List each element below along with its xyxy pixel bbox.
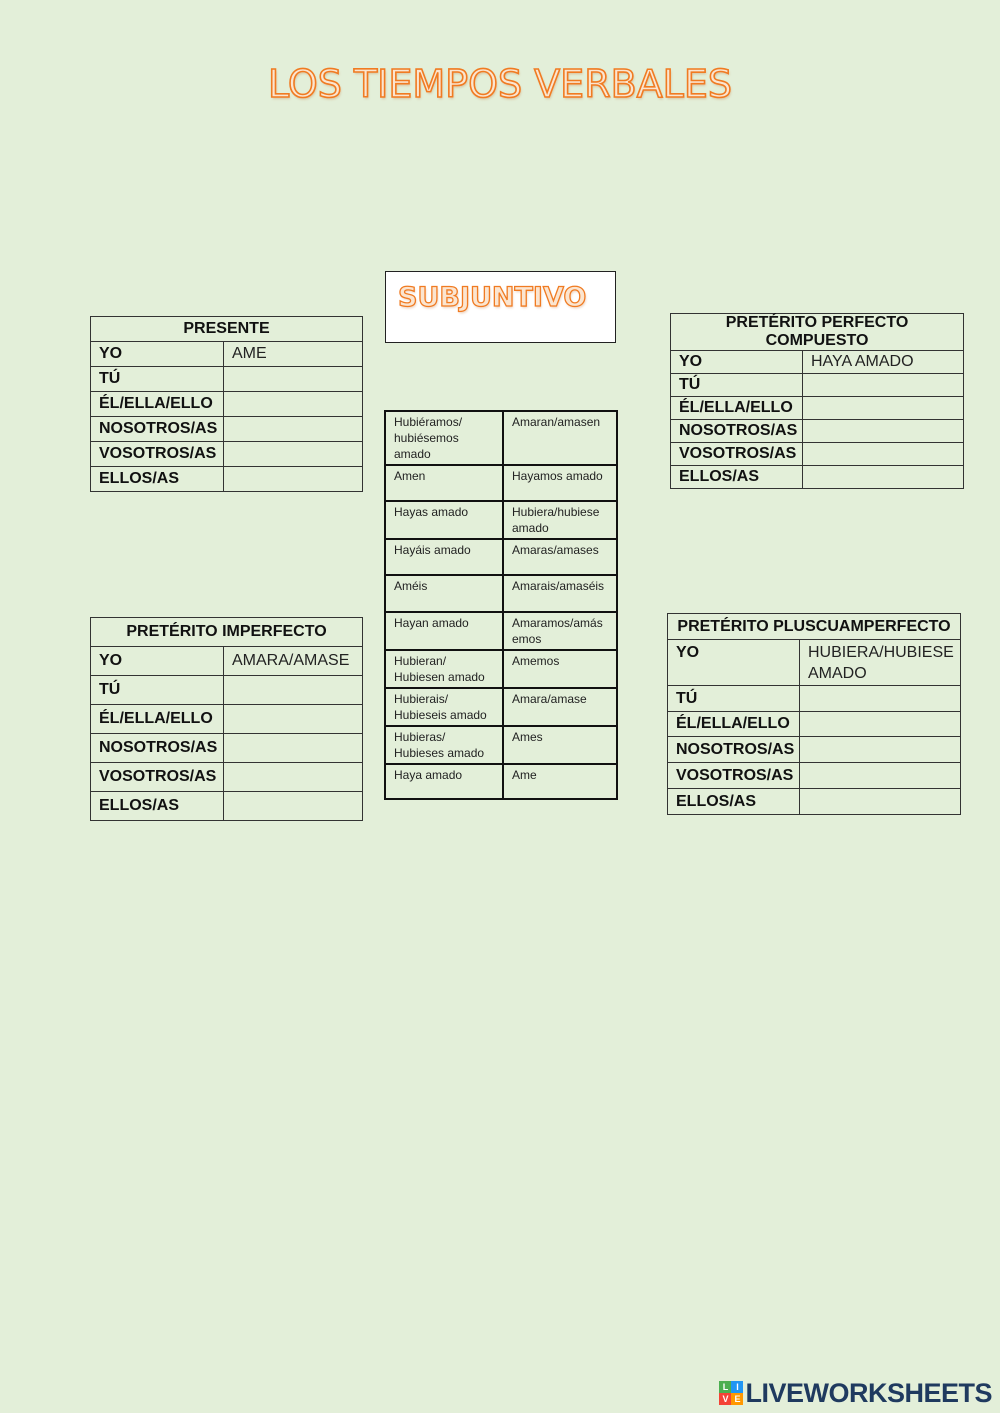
table-row <box>91 367 363 392</box>
table-row <box>671 443 964 466</box>
table-header: PRESENTE <box>91 317 363 342</box>
answer-field[interactable] <box>224 442 363 467</box>
word-bank-item[interactable]: Hubiéramos/ hubiésemos amado <box>385 411 503 465</box>
pronoun-cell: ÉL/ELLA/ELLO <box>671 397 803 420</box>
logo-mark-letter: E <box>731 1393 743 1405</box>
word-bank-item[interactable]: Haya amado <box>385 764 503 799</box>
pronoun-cell: TÚ <box>671 374 803 397</box>
answer-field[interactable] <box>224 392 363 417</box>
pronoun-cell: ÉL/ELLA/ELLO <box>668 712 800 737</box>
word-bank-item[interactable]: Hayáis amado <box>385 539 503 575</box>
table-row <box>91 647 363 676</box>
word-bank-item[interactable]: Hubieran/ Hubiesen amado <box>385 650 503 688</box>
table-row <box>385 650 617 688</box>
pronoun-cell: ELLOS/AS <box>668 789 800 815</box>
table-row <box>668 686 961 712</box>
table-row <box>385 575 617 612</box>
presente-table <box>90 316 363 492</box>
word-bank-item[interactable]: Hubieras/ Hubieses amado <box>385 726 503 764</box>
table-row <box>671 351 964 374</box>
table-row <box>91 342 363 367</box>
table-row <box>668 737 961 763</box>
answer-field[interactable] <box>800 789 961 815</box>
table-row <box>668 763 961 789</box>
table-row <box>91 676 363 705</box>
imperfecto-table <box>90 617 363 821</box>
logo-mark-letter: I <box>731 1381 743 1393</box>
word-bank-item[interactable]: Améis <box>385 575 503 612</box>
answer-field[interactable] <box>224 676 363 705</box>
answer-field[interactable]: AME <box>224 342 363 367</box>
answer-field[interactable] <box>803 397 964 420</box>
table-row <box>385 688 617 726</box>
answer-field[interactable] <box>224 467 363 492</box>
word-bank <box>384 410 618 800</box>
table-row <box>385 612 617 650</box>
table-row <box>671 374 964 397</box>
answer-field[interactable] <box>224 367 363 392</box>
pluscuamperfecto-table <box>667 613 961 815</box>
table-header: PRETÉRITO IMPERFECTO <box>91 618 363 647</box>
word-bank-item[interactable]: Hayas amado <box>385 501 503 539</box>
answer-field[interactable]: HAYA AMADO <box>803 351 964 374</box>
word-bank-item[interactable]: Amara/amase <box>503 688 617 726</box>
pronoun-cell: ELLOS/AS <box>671 466 803 489</box>
answer-field[interactable] <box>800 686 961 712</box>
answer-field[interactable] <box>224 705 363 734</box>
logo-mark-letter: V <box>719 1393 731 1405</box>
answer-field[interactable] <box>224 734 363 763</box>
table-row <box>671 420 964 443</box>
table-row <box>671 397 964 420</box>
logo-mark-icon <box>719 1381 743 1405</box>
pronoun-cell: NOSOTROS/AS <box>91 417 224 442</box>
table-row <box>385 501 617 539</box>
answer-field[interactable] <box>800 763 961 789</box>
answer-field[interactable] <box>800 712 961 737</box>
pronoun-cell: YO <box>668 640 800 686</box>
pronoun-cell: TÚ <box>91 676 224 705</box>
table-row <box>668 789 961 815</box>
table-row <box>385 539 617 575</box>
pronoun-cell: TÚ <box>668 686 800 712</box>
table-header: PRETÉRITO PERFECTO COMPUESTO <box>671 314 964 351</box>
logo-text: LIVEWORKSHEETS <box>745 1377 992 1408</box>
answer-field[interactable] <box>803 443 964 466</box>
word-bank-item[interactable]: Amaramos/amás emos <box>503 612 617 650</box>
pronoun-cell: ELLOS/AS <box>91 792 224 821</box>
liveworksheets-logo[interactable] <box>719 1377 992 1409</box>
subjuntivo-label: SUBJUNTIVO <box>398 282 587 313</box>
table-header: PRETÉRITO PLUSCUAMPERFECTO <box>668 614 961 640</box>
word-bank-item[interactable]: Hubiera/hubiese amado <box>503 501 617 539</box>
word-bank-item[interactable]: Amaras/amases <box>503 539 617 575</box>
table-row <box>91 392 363 417</box>
pronoun-cell: YO <box>671 351 803 374</box>
page-title: LOS TIEMPOS VERBALES <box>268 62 732 106</box>
pronoun-cell: VOSOTROS/AS <box>668 763 800 789</box>
subjuntivo-box <box>385 271 616 343</box>
word-bank-item[interactable]: Amen <box>385 465 503 501</box>
pronoun-cell: YO <box>91 342 224 367</box>
pronoun-cell: ÉL/ELLA/ELLO <box>91 705 224 734</box>
answer-field[interactable] <box>803 466 964 489</box>
answer-field[interactable] <box>224 792 363 821</box>
table-row <box>385 726 617 764</box>
word-bank-item[interactable]: Hubierais/ Hubieseis amado <box>385 688 503 726</box>
word-bank-item[interactable]: Hayamos amado <box>503 465 617 501</box>
table-row <box>671 466 964 489</box>
answer-field[interactable] <box>224 763 363 792</box>
answer-field[interactable]: HUBIERA/HUBIESE AMADO <box>800 640 961 686</box>
table-row <box>91 417 363 442</box>
table-row <box>91 467 363 492</box>
table-row <box>91 734 363 763</box>
pronoun-cell: VOSOTROS/AS <box>91 442 224 467</box>
pronoun-cell: VOSOTROS/AS <box>91 763 224 792</box>
word-bank-item[interactable]: Amarais/amaséis <box>503 575 617 612</box>
answer-field[interactable]: AMARA/AMASE <box>224 647 363 676</box>
table-row <box>91 705 363 734</box>
answer-field[interactable] <box>803 374 964 397</box>
word-bank-item[interactable]: Amaran/amasen <box>503 411 617 465</box>
word-bank-item[interactable]: Ames <box>503 726 617 764</box>
answer-field[interactable] <box>803 420 964 443</box>
table-row <box>91 442 363 467</box>
word-bank-item[interactable]: Ame <box>503 764 617 799</box>
table-row <box>91 763 363 792</box>
pronoun-cell: NOSOTROS/AS <box>668 737 800 763</box>
answer-field[interactable] <box>800 737 961 763</box>
pronoun-cell: ELLOS/AS <box>91 467 224 492</box>
pronoun-cell: VOSOTROS/AS <box>671 443 803 466</box>
pronoun-cell: TÚ <box>91 367 224 392</box>
answer-field[interactable] <box>224 417 363 442</box>
pronoun-cell: YO <box>91 647 224 676</box>
word-bank-item[interactable]: Hayan amado <box>385 612 503 650</box>
table-row <box>385 465 617 501</box>
table-row <box>668 640 961 686</box>
word-bank-item[interactable]: Amemos <box>503 650 617 688</box>
table-row <box>385 411 617 465</box>
logo-mark-letter: L <box>719 1381 731 1393</box>
pronoun-cell: NOSOTROS/AS <box>671 420 803 443</box>
pronoun-cell: ÉL/ELLA/ELLO <box>91 392 224 417</box>
perfecto-table <box>670 313 964 489</box>
pronoun-cell: NOSOTROS/AS <box>91 734 224 763</box>
table-row <box>91 792 363 821</box>
table-row <box>385 764 617 799</box>
table-row <box>668 712 961 737</box>
